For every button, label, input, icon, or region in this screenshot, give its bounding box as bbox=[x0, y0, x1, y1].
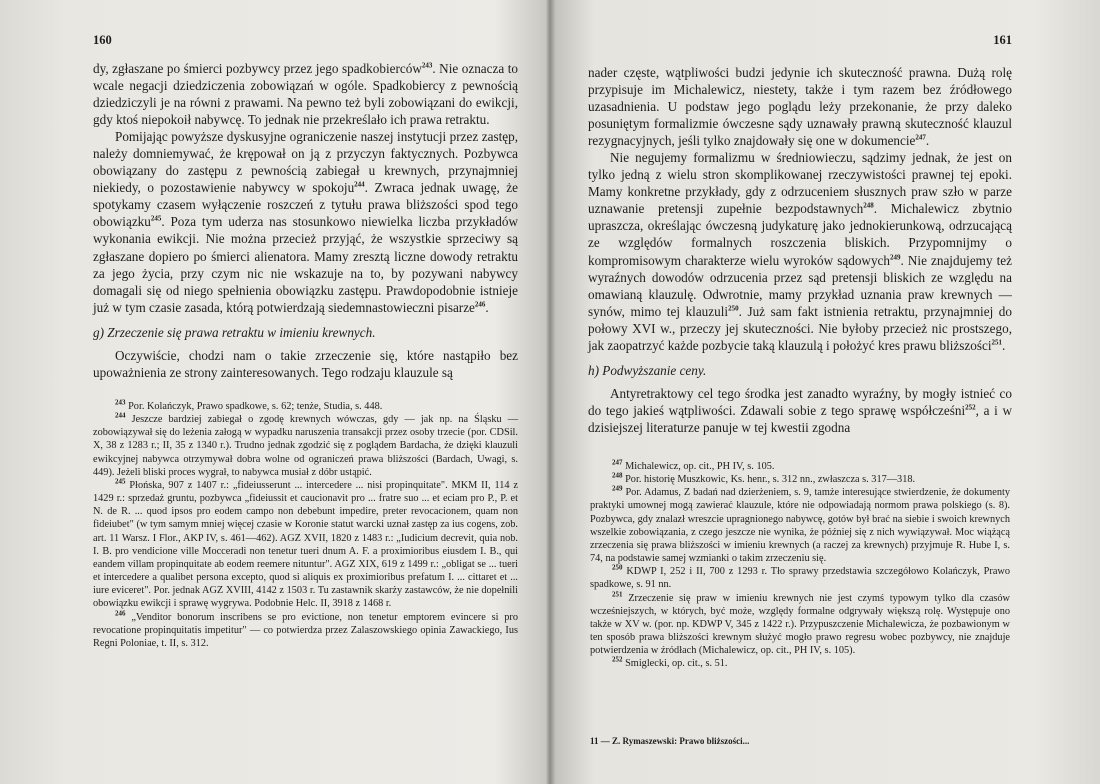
footnote: $^{248}$ Por. historię Muszkowic, Ks. henr., s. 312 nn., zwłaszcza s. 317—318. bbox=[612, 471, 916, 486]
footnote-ref: 243 bbox=[421, 61, 433, 70]
footnote: $^{243}$ Por. Kolańczyk, Prawo spadkowe, s. 62; tenże, Studia, s. 448. bbox=[115, 398, 383, 412]
section-heading: g) Zrzeczenie się prawa retraktu w imieniu krewnych. bbox=[93, 324, 376, 340]
paragraph: nader częste, wątpliwości budzi jedynie ich skuteczność prawna. Dużą rolę przypisuje im Michalewicz, niestety, także i tym razem bez źródłowego uzasadnienia. U podstaw jego poglądu leży przekonanie, że przy daleko posuniętym formalizmie ówczesne sądy uznawały prawną skuteczność klauzul rezygnacyjnych, jeśli tylko znajdowały się one w dokumencie$^{247}$. bbox=[588, 65, 1012, 149]
paragraph: Antyretraktowy cel tego środka jest zanadto wyraźny, by mogły istnieć co do tego jakieś wątpliwości. Zdawali sobie z tego sprawę współcześni$^{252}$, a i w dzisiejszej literaturze panuje w tej kwestii zgodna bbox=[588, 385, 1012, 435]
left-page bbox=[0, 0, 548, 784]
page-footer: 11 — Z. Rymaszewski: Prawo bliższości... bbox=[590, 736, 750, 746]
footnote: $^{252}$ Smiglecki, op. cit., s. 51. bbox=[612, 655, 728, 670]
footnote-ref: 247 bbox=[915, 133, 926, 142]
paragraph: Nie negujemy formalizmu w średniowieczu, sądzimy jednak, że jest on tylko jedną z wielu stron skomplikowanej rzeczywistości prawnej tej epoki. Mamy konkretne przykłady, gdy z odrzuceniem słusznych praw szło w parze uznawanie pretensji zupełnie bezpodstawnych$^{248}$. Michalewicz zbytnio upraszcza, określając ówczesną judykaturę jako jednokierunkową, odrzucającą ze względów formalnych roszczenia bliskich. Przypomnijmy o kompromisowym charakterze wielu wyroków sądowych$^{249}$. Nie znajdujemy też wyraźnych dowodów odrzucenia przez sąd pretensji bliskich ze względu na omawianą klauzulę. Odwrotnie, mamy przykład uznania praw krewnych — synów, mimo tej klauzuli$^{250}$. Już sam fakt istnienia retraktu, przynajmniej do połowy XVI w., przeczy jej skuteczności. Nie byłoby przecież nic prostszego, jak zaopatrzyć każde pozbycie taką klauzulą i położyć kres prawu bliższości$^{251}$. bbox=[588, 150, 1012, 353]
footnote-ref: 251 bbox=[991, 338, 1003, 347]
section-heading: h) Podwyższanie ceny. bbox=[588, 362, 707, 378]
footnote: $^{247}$ Michalewicz, op. cit., PH IV, s. 105. bbox=[612, 458, 775, 472]
footnote: $^{250}$ KDWP I, 252 i II, 700 z 1293 r. Tło sprawy przedstawia szczegółowo Kolańczyk, Prawo spadkowe, s. 91 nn. bbox=[590, 563, 1010, 591]
footnote: $^{251}$ Zrzeczenie się praw w imieniu krewnych nie jest czymś typowym tylko dla czasów wcześniejszych, w których, być może, względy formalne odgrywały większą rolę. Występuje ono także w XV w. (por. np. KDWP V, 345 z 1422 r.). Przypuszczenie Michalewicza, że pozbawionym w ten sposób prawa bliższości krewnym służyć mogło prawo regresu wobec pozbywcy, nie znajduje potwierdzenia w źródłach (Michalewicz, op. cit., PH IV, s. 105). bbox=[590, 590, 1010, 657]
body-text bbox=[93, 60, 518, 381]
footnote-ref: 249 bbox=[890, 253, 901, 262]
footnote: $^{245}$ Płońska, 907 z 1407 r.: „fideiusserunt ... intercedere ... nisi propinquitate". MKM II, 114 z 1429 r.: sprzedaż gruntu, pozbywca „fideiussit et caucionavit pro ... fratre suo ... et eciam pro P., P. et N. de R. ... quod ipsos pro eodem campo non debebunt impedire, preter revocacionem, quam non fideiubet" (w tym samym mniej więcej czasie w Koronie statut warcki uznał zastęp za ius cogens, zob. art. 11 Warsz. I Flor., AKP IV, s. 461—462). AGZ XVII, 1820 z 1483 r.: „Iudicium decrevit, quia nob. I. B. pro vendicione ville Mocceradi non tenetur tueri dnum A. F. a proximioribus eiusdem I. B., qui eandem villam propinquitate ab eodem reemere nituntur". AGZ XIX, 619 z 1499 r.: „obligat se ... tueri et intercedere a qualibet persona excepto, quod si aliquis ex proximioribus prefatum I. ... cittaret et ... iure eviceret". Por. jednak AGZ XVIII, 4142 z 1503 r. Tu zastawnik skarży zastawców, że nie dopełnili obowiązku ewikcji i sprawę wygrywa. Podobnie Helc. II, 3918 z 1468 r. bbox=[93, 477, 518, 610]
footnote-ref: 250 bbox=[728, 304, 739, 313]
right-page bbox=[552, 0, 1100, 784]
page-number: 161 bbox=[993, 33, 1012, 47]
footnote-ref: 246 bbox=[474, 300, 486, 309]
footnote-ref: 244 bbox=[354, 180, 365, 189]
footnote-ref: 248 bbox=[863, 201, 874, 210]
footnote: $^{244}$ Jeszcze bardziej zabiegał o zgodę krewnych wówczas, gdy — jak np. na Śląsku — zobowiązywał się do leżenia załogą w wypadku naruszenia transakcji przez osoby trzecie (por. CDSil. X, 38 z 1283 r.; II, 35 z 1340 r.). Trudno jednak zgodzić się z poglądem Bardacha, że dzięki klauzuli ewikcyjnej nabywca otrzymywał dobra wolne od ograniczeń prawa bliższości (Bardach, Uwagi, s. 449). Jeżeli bliski proces wygrał, to nabywca musiał z dóbr ustąpić. bbox=[93, 411, 518, 478]
page-number: 160 bbox=[93, 33, 112, 47]
footnote-ref: 252 bbox=[965, 403, 976, 412]
footnotes bbox=[93, 400, 518, 650]
paragraph: dy, zgłaszane po śmierci pozbywcy przez jego spadkobierców$^{243}$. Nie oznacza to wcale negacji dziedziczenia zobowiązań w ogóle. Spadkobiercy z pewnością dziedziczyli je na równi z prawami. Na pewno też byli zobowiązani do ewikcji, gdy ktoś niepokoił nabywcę. To jednak nie przekreślało ich prawa retraktu. bbox=[93, 61, 518, 128]
paragraph: Oczywiście, chodzi nam o takie zrzeczenie się, które nastąpiło bez upoważnienia ze strony zainteresowanych. Tego rodzaju klauzule są bbox=[93, 347, 518, 380]
footnote-ref: 245 bbox=[150, 215, 162, 224]
paragraph: Pomijając powyższe dyskusyjne ograniczenie naszej instytucji przez zastęp, należy domniemywać, że krępował on ją z przyczyn faktycznych. Pozbywca obowiązany do zastępu z pewnością zabiegał u krewnych, przynajmniej niekiedy, o pozostawienie nabywcy w spokoju$^{244}$. Zwraca jednak uwagę, że spotykamy czasem wyłączenie roszczeń z tytułu prawa bliższości spod tego obowiązku$^{245}$. Poza tym uderza nas stosunkowo niewielka liczba przykładów wykonania ewikcji. Nie można przecież przyjąć, że wszystkie sprzeciwy są zgłaszane dopiero po śmierci alienatora. Mamy zresztą liczne dowody retraktu za jego życia, przy czym nic nie wskazuje na to, by pozywani nabywcy domagali się od niego spełnienia obowiązku zastępu. Prawdopodobnie istnieje już w tym czasie zasada, którą potwierdzają siedemnastowieczni pisarze$^{246}$. bbox=[93, 129, 518, 315]
footnote: $^{246}$ „Venditor bonorum inscribens se pro evictione, non tenetur emptorem evincere si pro revocatione propinquitatis impetitur" — co potwierdza przez Zalaszowskiego opinia Zawackiego, Ius Regni Poloniae, t. II, s. 312. bbox=[93, 609, 518, 649]
footnote: $^{249}$ Por. Adamus, Z badań nad dzierżeniem, s. 9, tamże interesujące stwierdzenie, że dokumenty praktyki umownej mogą zawierać klauzule, które nie odpowiadają normom prawa polskiego (s. 8). Pozbywca, gdy znalazł wreszcie upragnionego nabywcę, gotów był brać na siebie i swoich krewnych wszelkie zobowiązania, z czego jeszcze nie wynika, że później się z nich wywiązywał. Moc wiążącą zrzeczenia się prawa bliższości w imieniu krewnych (a raczej za krewnych) przyjmuje R. Hube I, s. 74, na podstawie samej wzmianki o takim zrzeczeniu się. bbox=[590, 484, 1011, 565]
footnotes bbox=[590, 460, 1010, 671]
body-text bbox=[588, 64, 1012, 436]
